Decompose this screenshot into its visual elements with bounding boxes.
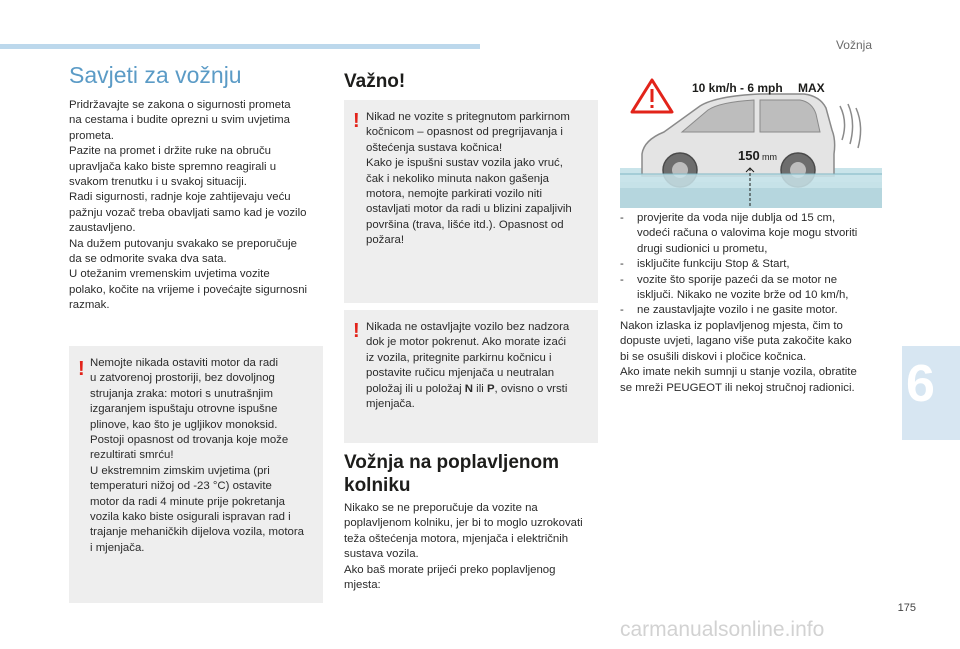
list-item (620, 303, 882, 318)
section-title-flooded-road: Vožnja na poplavljenom kolniku (344, 452, 560, 496)
gear-n-label: N (464, 382, 474, 395)
list-item-text: provjerite da voda nije dublja od 15 cm, vodeći računa o valovima koje mogu stvoriti drugi sudionici u prometu, (637, 212, 858, 255)
list-item-text: vozite što sporije pazeći da se motor ne isključi. Nikako ne vozite brže od 10 km/h, (637, 273, 849, 302)
warning-text-part: Nikada ne ostavljajte vozilo bez nadzora dok je motor pokrenut. Ako morate izaći iz vozila, pritegnite parkirnu kočnicu i postavite ručicu mjenjača u neutralan položaj ili u položaj (366, 321, 570, 395)
depth-value: 150 (738, 148, 760, 163)
chapter-number: 6 (906, 355, 935, 413)
max-label: MAX (798, 81, 825, 95)
warning-text-engine: Nemojte nikada ostaviti motor da radi u zatvorenoj prostoriji, bez dovoljnog strujanja zraka: motori s unutrašnjim izgaranjem ispuštaju otrovne ispušne plinove, kao što je ugljikov monoksid. Postoji opasnost od trovanja koje može rezultirati smrću! U ekstremnim zimskim uvjetima (pri temperaturi nižoj od -23 °C) ostavite motor da radi 4 minute prije pokretanja vozila kako biste osigurali ispravan rad i trajanje mehaničkih dijelova vozila, motora i mjenjača. (90, 357, 304, 554)
flooded-road-illustration (620, 74, 882, 208)
bullet-dash: - (620, 273, 624, 286)
bullet-dash: - (620, 304, 624, 317)
car-in-water-drawing (620, 74, 882, 208)
motion-line (840, 106, 845, 140)
exclamation-icon: ! (78, 358, 85, 380)
flood-checklist (620, 211, 882, 319)
warning-text-unattended (366, 320, 594, 412)
bullet-dash: - (620, 258, 624, 271)
warning-triangle-icon (632, 80, 672, 112)
header-accent-bar (0, 44, 480, 49)
list-item (620, 257, 882, 272)
exclamation-icon: ! (353, 110, 360, 132)
speed-label: 10 km/h - 6 mph (692, 81, 783, 95)
bullet-dash: - (620, 212, 624, 224)
page-number: 175 (897, 602, 916, 614)
motion-line (856, 108, 861, 148)
section-title-important: Važno! (344, 71, 406, 92)
section-title-driving-tips: Savjeti za vožnju (69, 62, 242, 88)
list-item (620, 273, 882, 304)
running-title: Vožnja (835, 38, 872, 52)
warning-text-part: ili (473, 382, 487, 395)
warning-text-part: , ovisno o vrsti mjenjača. (366, 382, 568, 411)
list-item-text: ne zaustavljajte vozilo i ne gasite motor. (637, 304, 838, 317)
flood-paragraph: Nikako se ne preporučuje da vozite na poplavljenom kolniku, jer bi to moglo uzrokovati teža oštećenja motora, mjenjača i električnih sustava vozila. Ako baš morate prijeći preko poplavljenog mjesta: (344, 502, 583, 592)
motion-line (848, 104, 853, 144)
watermark: carmanualsonline.info (620, 618, 825, 641)
warning-text-brake: Nikad ne vozite s pritegnutom parkirnom kočnicom – opasnost od pregrijavanja i oštećenja sustava kočnica! Kako je ispušni sustav vozila jako vruć, čak i nekoliko minuta nakon gašenja motora, nemojte parkirati vozilo niti ostavljati motor da radi u blizini zapaljivih površina (trava, lišće itd.). Opasnost od požara! (366, 111, 572, 247)
list-item-text: isključite funkciju Stop & Start, (637, 258, 790, 271)
intro-paragraph: Pridržavajte se zakona o sigurnosti prometa na cestama i budite oprezni u svim uvjetima prometa. Pazite na promet i držite ruke na obruču upravljača kako biste spremno reagirali u svakom trenutku i u svakoj situaciji. Radi sigurnosti, radnje koje zahtijevaju veću pažnju vozač treba obavljati samo kad je vozilo zaustavljeno. Na dužem putovanju svakako se preporučuje da se odmorite svaka dva sata. U otežanim vremenskim uvjetima vozite polako, kočite na vrijeme i povećajte sigurnosni razmak. (69, 99, 308, 312)
depth-unit: mm (762, 152, 777, 162)
car-window-rear (760, 100, 820, 132)
gear-p-label: P (486, 382, 495, 395)
chapter-tab (902, 346, 960, 440)
after-flood-paragraph: Nakon izlaska iz poplavljenog mjesta, čim to dopuste uvjeti, lagano više puta zakočite kako bi se osušili diskovi i pločice kočnica. Ako imate nekih sumnji u stanje vozila, obratite se mreži PEUGEOT ili nekoj stručnoj radionici. (620, 320, 857, 394)
exclamation-icon: ! (353, 320, 360, 342)
list-item (620, 211, 882, 257)
